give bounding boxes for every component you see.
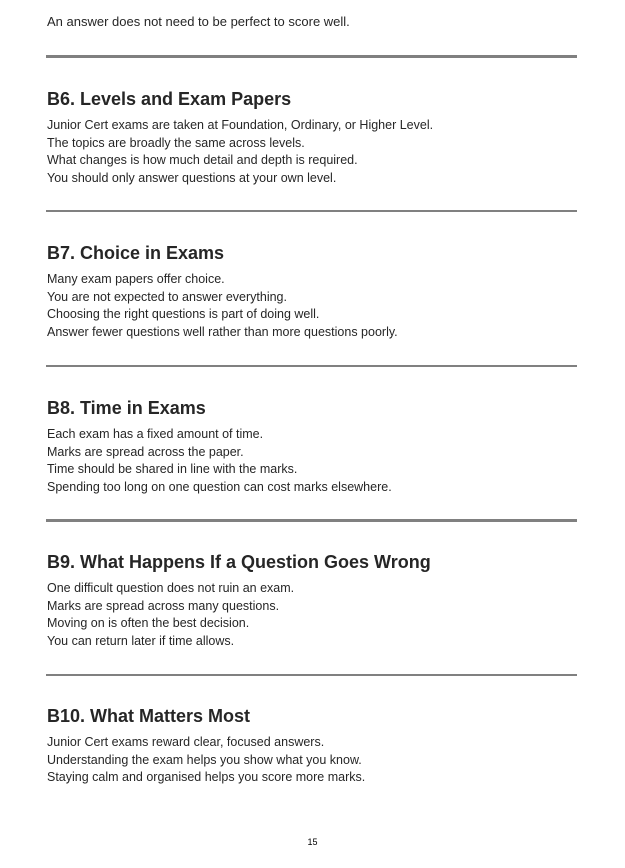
body-line: You should only answer questions at your own level.: [47, 170, 337, 185]
body-line: You are not expected to answer everything.: [47, 289, 287, 304]
body-line: One difficult question does not ruin an exam.: [47, 581, 295, 595]
body-line: Many exam papers offer choice.: [47, 272, 225, 286]
body-line: Junior Cert exams are taken at Foundation, Ordinary, or Higher Level.: [47, 118, 434, 132]
section-b7: [47, 242, 398, 341]
section-b8: [47, 397, 392, 496]
body-line: Understanding the exam helps you show what you know.: [47, 752, 362, 767]
divider: [46, 365, 577, 367]
divider: [46, 674, 577, 676]
section-heading: B8. Time in Exams: [47, 398, 206, 418]
divider: [46, 210, 577, 212]
body-line: Moving on is often the best decision.: [47, 616, 250, 631]
divider: [46, 519, 577, 522]
section-b6: [47, 88, 433, 187]
body-line: The topics are broadly the same across levels.: [47, 135, 305, 150]
section-heading: B10. What Matters Most: [47, 706, 251, 726]
body-line: Staying calm and organised helps you score more marks.: [47, 770, 366, 785]
body-line: Junior Cert exams reward clear, focused answers.: [47, 735, 325, 749]
section-b9: [47, 551, 431, 650]
body-line: Answer fewer questions well rather than more questions poorly.: [47, 324, 398, 339]
body-line: Marks are spread across many questions.: [47, 598, 280, 613]
body-line: You can return later if time allows.: [47, 633, 235, 648]
body-line: Marks are spread across the paper.: [47, 444, 244, 459]
intro-text: An answer does not need to be perfect to score well.: [47, 14, 350, 29]
body-line: Spending too long on one question can cost marks elsewhere.: [47, 479, 392, 494]
body-line: Each exam has a fixed amount of time.: [47, 427, 264, 441]
body-line: Choosing the right questions is part of doing well.: [47, 307, 320, 322]
section-heading: B6. Levels and Exam Papers: [47, 89, 292, 109]
section-b10: [47, 705, 365, 787]
divider: [46, 55, 577, 58]
section-heading: B9. What Happens If a Question Goes Wrong: [47, 552, 431, 572]
body-line: Time should be shared in line with the marks.: [47, 462, 298, 477]
page-number: 15: [307, 837, 318, 847]
section-heading: B7. Choice in Exams: [47, 243, 225, 263]
body-line: What changes is how much detail and depth is required.: [47, 153, 358, 168]
